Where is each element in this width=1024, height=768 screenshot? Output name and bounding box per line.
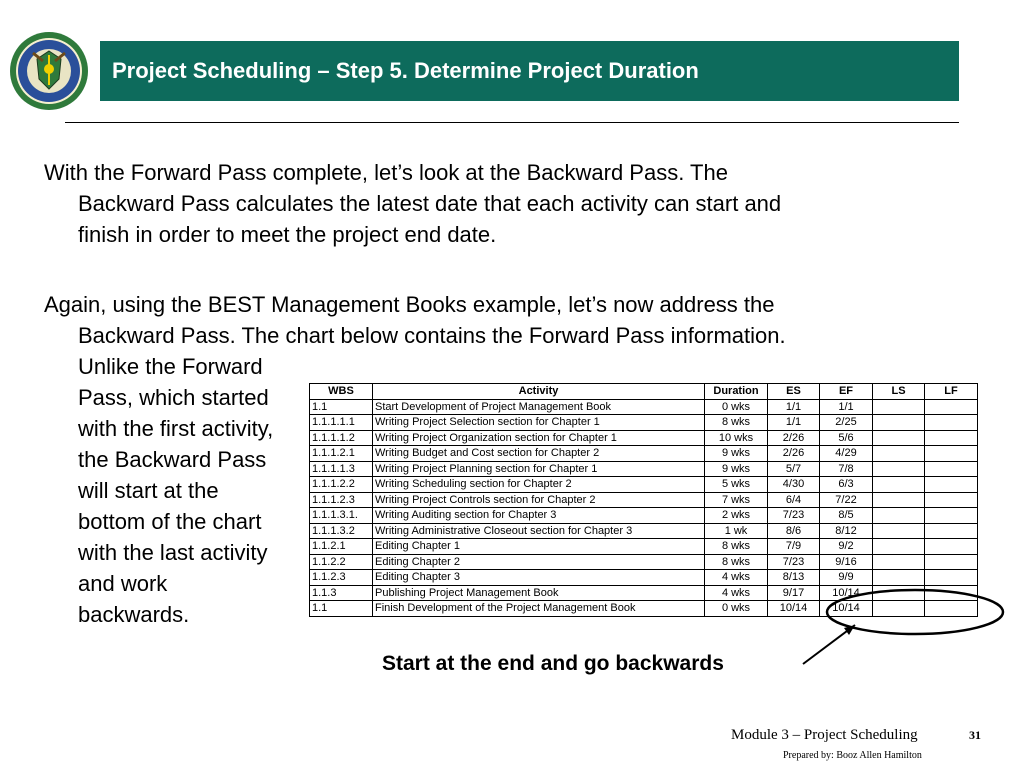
column-header-duration: Duration (705, 384, 768, 400)
cell-ls (873, 523, 925, 539)
cell-ef: 8/12 (820, 523, 873, 539)
cell-duration: 1 wk (705, 523, 768, 539)
cell-es: 7/23 (768, 508, 820, 524)
cell-wbs: 1.1.1.1.3 (310, 461, 373, 477)
table-row (310, 492, 978, 508)
cell-es: 5/7 (768, 461, 820, 477)
column-header-es: ES (768, 384, 820, 400)
cell-ef: 7/22 (820, 492, 873, 508)
cell-ls (873, 554, 925, 570)
cell-lf (925, 554, 978, 570)
cell-es: 2/26 (768, 446, 820, 462)
cell-wbs: 1.1 (310, 601, 373, 617)
cell-wbs: 1.1.1.2.3 (310, 492, 373, 508)
cell-wbs: 1.1.1.1.1 (310, 415, 373, 431)
cell-ls (873, 539, 925, 555)
page-title: Project Scheduling – Step 5. Determine Project Duration (112, 58, 699, 83)
footer-module: Module 3 – Project Scheduling (731, 727, 918, 743)
cell-activity: Start Development of Project Management Book (373, 399, 705, 415)
paragraph-line: bottom of the chart (78, 509, 262, 534)
table-row (310, 585, 978, 601)
cell-activity: Writing Project Organization section for Chapter 1 (373, 430, 705, 446)
cell-duration: 9 wks (705, 461, 768, 477)
cell-duration: 10 wks (705, 430, 768, 446)
paragraph-forward-backward (44, 157, 781, 250)
cell-ef: 4/29 (820, 446, 873, 462)
cell-lf (925, 492, 978, 508)
cell-lf (925, 399, 978, 415)
cell-wbs: 1.1.1.1.2 (310, 430, 373, 446)
cell-lf (925, 508, 978, 524)
cell-activity: Writing Administrative Closeout section for Chapter 3 (373, 523, 705, 539)
cell-lf (925, 539, 978, 555)
callout-arrow (803, 625, 855, 664)
cell-ef: 9/9 (820, 570, 873, 586)
cell-lf (925, 601, 978, 617)
column-header-lf: LF (925, 384, 978, 400)
cell-es: 6/4 (768, 492, 820, 508)
callout-text: Start at the end and go backwards (382, 652, 724, 675)
cell-es: 8/13 (768, 570, 820, 586)
cell-ls (873, 477, 925, 493)
cell-activity: Writing Project Controls section for Chapter 2 (373, 492, 705, 508)
schedule-table-header (310, 384, 978, 400)
page-number: 31 (969, 728, 981, 742)
paragraph-line: finish in order to meet the project end date. (78, 222, 497, 247)
cell-es: 1/1 (768, 415, 820, 431)
table-row (310, 399, 978, 415)
cell-ls (873, 461, 925, 477)
paragraph-line: Pass, which started (78, 385, 269, 410)
cell-lf (925, 446, 978, 462)
table-row (310, 461, 978, 477)
cell-ef: 10/14 (820, 601, 873, 617)
paragraph-line: backwards. (78, 602, 190, 627)
department-seal-icon (9, 31, 89, 111)
cell-wbs: 1.1.1.3.1. (310, 508, 373, 524)
cell-wbs: 1.1 (310, 399, 373, 415)
table-row (310, 430, 978, 446)
paragraph-line: Backward Pass. The chart below contains the Forward Pass information. (78, 323, 786, 348)
cell-duration: 4 wks (705, 585, 768, 601)
cell-ls (873, 601, 925, 617)
cell-lf (925, 415, 978, 431)
paragraph-line: with the last activity (78, 540, 268, 565)
cell-wbs: 1.1.1.2.1 (310, 446, 373, 462)
cell-lf (925, 477, 978, 493)
cell-es: 1/1 (768, 399, 820, 415)
cell-ls (873, 570, 925, 586)
table-row (310, 446, 978, 462)
cell-activity: Editing Chapter 1 (373, 539, 705, 555)
cell-activity: Finish Development of the Project Management Book (373, 601, 705, 617)
cell-wbs: 1.1.2.1 (310, 539, 373, 555)
cell-es: 2/26 (768, 430, 820, 446)
cell-ef: 9/16 (820, 554, 873, 570)
paragraph-line: the Backward Pass (78, 447, 267, 472)
table-row (310, 523, 978, 539)
paragraph-line: With the Forward Pass complete, let’s look at the Backward Pass. The (44, 160, 728, 185)
cell-ef: 6/3 (820, 477, 873, 493)
table-row (310, 570, 978, 586)
title-bar (100, 41, 959, 101)
table-row (310, 477, 978, 493)
cell-ls (873, 430, 925, 446)
cell-ls (873, 508, 925, 524)
cell-ef: 1/1 (820, 399, 873, 415)
footer-prepared-by: Prepared by: Booz Allen Hamilton (783, 750, 922, 761)
cell-es: 8/6 (768, 523, 820, 539)
schedule-table-body (310, 399, 978, 616)
cell-wbs: 1.1.3 (310, 585, 373, 601)
cell-duration: 7 wks (705, 492, 768, 508)
paragraph-line: and work (78, 571, 168, 596)
cell-duration: 8 wks (705, 539, 768, 555)
cell-ef: 10/14 (820, 585, 873, 601)
column-header-ls: LS (873, 384, 925, 400)
column-header-activity: Activity (373, 384, 705, 400)
cell-lf (925, 585, 978, 601)
cell-activity: Writing Budget and Cost section for Chapter 2 (373, 446, 705, 462)
cell-activity: Writing Scheduling section for Chapter 2 (373, 477, 705, 493)
header-row (310, 384, 978, 400)
cell-ef: 9/2 (820, 539, 873, 555)
cell-ls (873, 399, 925, 415)
cell-ls (873, 492, 925, 508)
cell-es: 9/17 (768, 585, 820, 601)
table-row (310, 601, 978, 617)
paragraph-line: Unlike the Forward (78, 354, 263, 379)
paragraph-line: Backward Pass calculates the latest date that each activity can start and (78, 191, 782, 216)
column-header-wbs: WBS (310, 384, 373, 400)
cell-activity: Editing Chapter 2 (373, 554, 705, 570)
cell-ls (873, 415, 925, 431)
header-divider (65, 122, 959, 123)
cell-lf (925, 570, 978, 586)
callout-arrowhead (844, 625, 855, 635)
table-row (310, 415, 978, 431)
table-row (310, 508, 978, 524)
cell-ef: 7/8 (820, 461, 873, 477)
table-row (310, 539, 978, 555)
cell-es: 10/14 (768, 601, 820, 617)
cell-duration: 0 wks (705, 601, 768, 617)
cell-wbs: 1.1.2.2 (310, 554, 373, 570)
cell-activity: Publishing Project Management Book (373, 585, 705, 601)
cell-ef: 5/6 (820, 430, 873, 446)
cell-ef: 2/25 (820, 415, 873, 431)
cell-ls (873, 446, 925, 462)
table-row (310, 554, 978, 570)
cell-es: 7/23 (768, 554, 820, 570)
schedule-table (309, 383, 978, 617)
cell-duration: 5 wks (705, 477, 768, 493)
cell-es: 7/9 (768, 539, 820, 555)
cell-ef: 8/5 (820, 508, 873, 524)
cell-wbs: 1.1.1.3.2 (310, 523, 373, 539)
paragraph-line: Again, using the BEST Management Books example, let’s now address the (44, 292, 775, 317)
cell-duration: 0 wks (705, 399, 768, 415)
cell-duration: 2 wks (705, 508, 768, 524)
paragraph-line: will start at the (78, 478, 219, 503)
column-header-ef: EF (820, 384, 873, 400)
cell-activity: Writing Project Selection section for Chapter 1 (373, 415, 705, 431)
cell-duration: 8 wks (705, 415, 768, 431)
cell-activity: Writing Project Planning section for Chapter 1 (373, 461, 705, 477)
cell-es: 4/30 (768, 477, 820, 493)
cell-lf (925, 430, 978, 446)
cell-duration: 8 wks (705, 554, 768, 570)
cell-wbs: 1.1.2.3 (310, 570, 373, 586)
cell-activity: Writing Auditing section for Chapter 3 (373, 508, 705, 524)
cell-lf (925, 461, 978, 477)
cell-lf (925, 523, 978, 539)
cell-duration: 9 wks (705, 446, 768, 462)
cell-wbs: 1.1.1.2.2 (310, 477, 373, 493)
cell-duration: 4 wks (705, 570, 768, 586)
cell-activity: Editing Chapter 3 (373, 570, 705, 586)
paragraph-line: with the first activity, (78, 416, 274, 441)
cell-ls (873, 585, 925, 601)
